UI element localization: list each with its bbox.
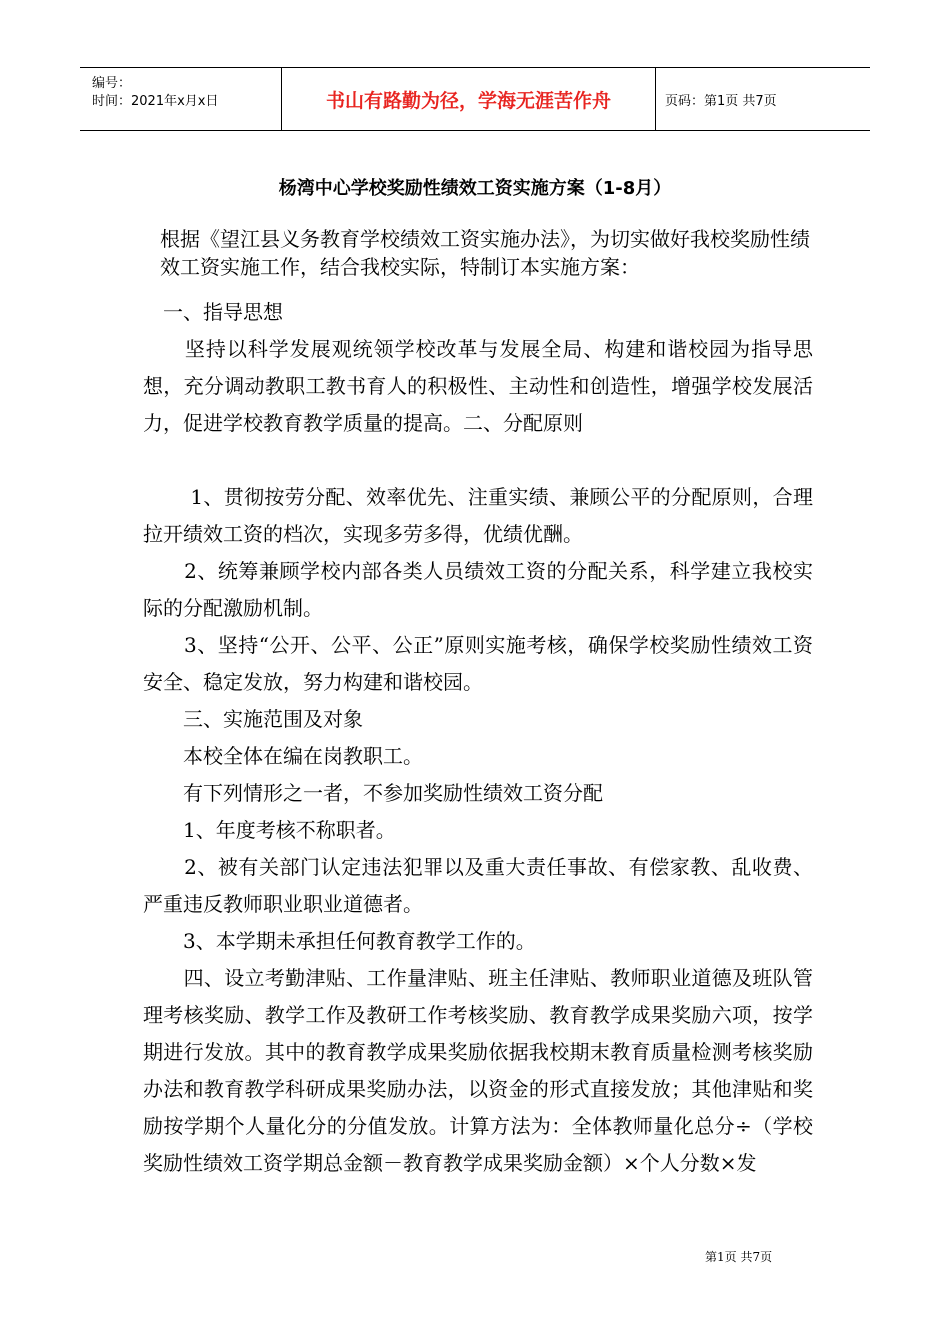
paragraph-allowances: 四、设立考勤津贴、工作量津贴、班主任津贴、教师职业道德及班队管理考核奖励、教学工作及教研工作考核奖励、教育教学成果奖励六项，按学期进行发放。其中的教育教学成果奖励依据我校期末教育质量检测考核奖励办法和教育教学科研成果奖励办法，以资金的形式直接发放；其他津贴和奖励按学期个人量化分的分值发放。计算方法为：全体教师量化总分÷（学校奖励性绩效工资学期总金额－教育教学成果奖励金额）×个人分数×发	[143, 966, 813, 1175]
list-item-exclusion-3: 3、本学期未承担任何教育教学工作的。	[143, 929, 536, 953]
intro-paragraph: 根据《望江县义务教育学校绩效工资实施办法》，为切实做好我校奖励性绩效工资实施工作，结合我校实际，特制订本实施方案：	[160, 227, 810, 279]
paragraph-scope: 本校全体在编在岗教职工。	[143, 744, 423, 768]
document-title: 杨湾中心学校奖励性绩效工资实施方案（1-8月）	[278, 178, 672, 199]
paragraph-principle-3: 3、坚持“公开、公平、公正”原则实施考核，确保学校奖励性绩效工资安全、稳定发放，努力构建和谐校园。	[143, 633, 813, 694]
paragraph-exclusions: 有下列情形之一者，不参加奖励性绩效工资分配	[143, 781, 603, 805]
section-heading-guiding-thought: 一、指导思想	[143, 300, 283, 324]
paragraph-guiding-thought: 坚持以科学发展观统领学校改革与发展全局、构建和谐校园为指导思想，充分调动教职工教书育人的积极性、主动性和创造性，增强学校发展活力，促进学校教育教学质量的提高。二、分配原则	[143, 337, 813, 435]
list-item-exclusion-2: 2、被有关部门认定违法犯罪以及重大责任事故、有偿家教、乱收费、严重违反教师职业职业道德者。	[143, 855, 813, 916]
paragraph-principle-1: 1、贯彻按劳分配、效率优先、注重实绩、兼顾公平的分配原则，合理拉开绩效工资的档次，实现多劳多得，优绩优酬。	[143, 485, 813, 546]
paragraph-principle-2: 2、统筹兼顾学校内部各类人员绩效工资的分配关系，科学建立我校实际的分配激励机制。	[143, 559, 813, 620]
document-time-label: 时间：2021年x月x日	[92, 94, 219, 109]
document-number-label: 编号：	[92, 76, 132, 91]
page-header	[80, 67, 870, 131]
header-left-cell	[80, 68, 280, 130]
header-page-info: 页码：第1页 共7页	[665, 93, 777, 109]
page-footer: 第1页 共7页	[705, 1250, 773, 1264]
section-heading-scope: 三、实施范围及对象	[143, 707, 363, 731]
list-item-exclusion-1: 1、年度考核不称职者。	[143, 818, 396, 842]
header-motto-cell	[281, 68, 656, 130]
header-motto: 书山有路勤为径，学海无涯苦作舟	[325, 89, 611, 112]
header-page-cell	[655, 68, 870, 130]
